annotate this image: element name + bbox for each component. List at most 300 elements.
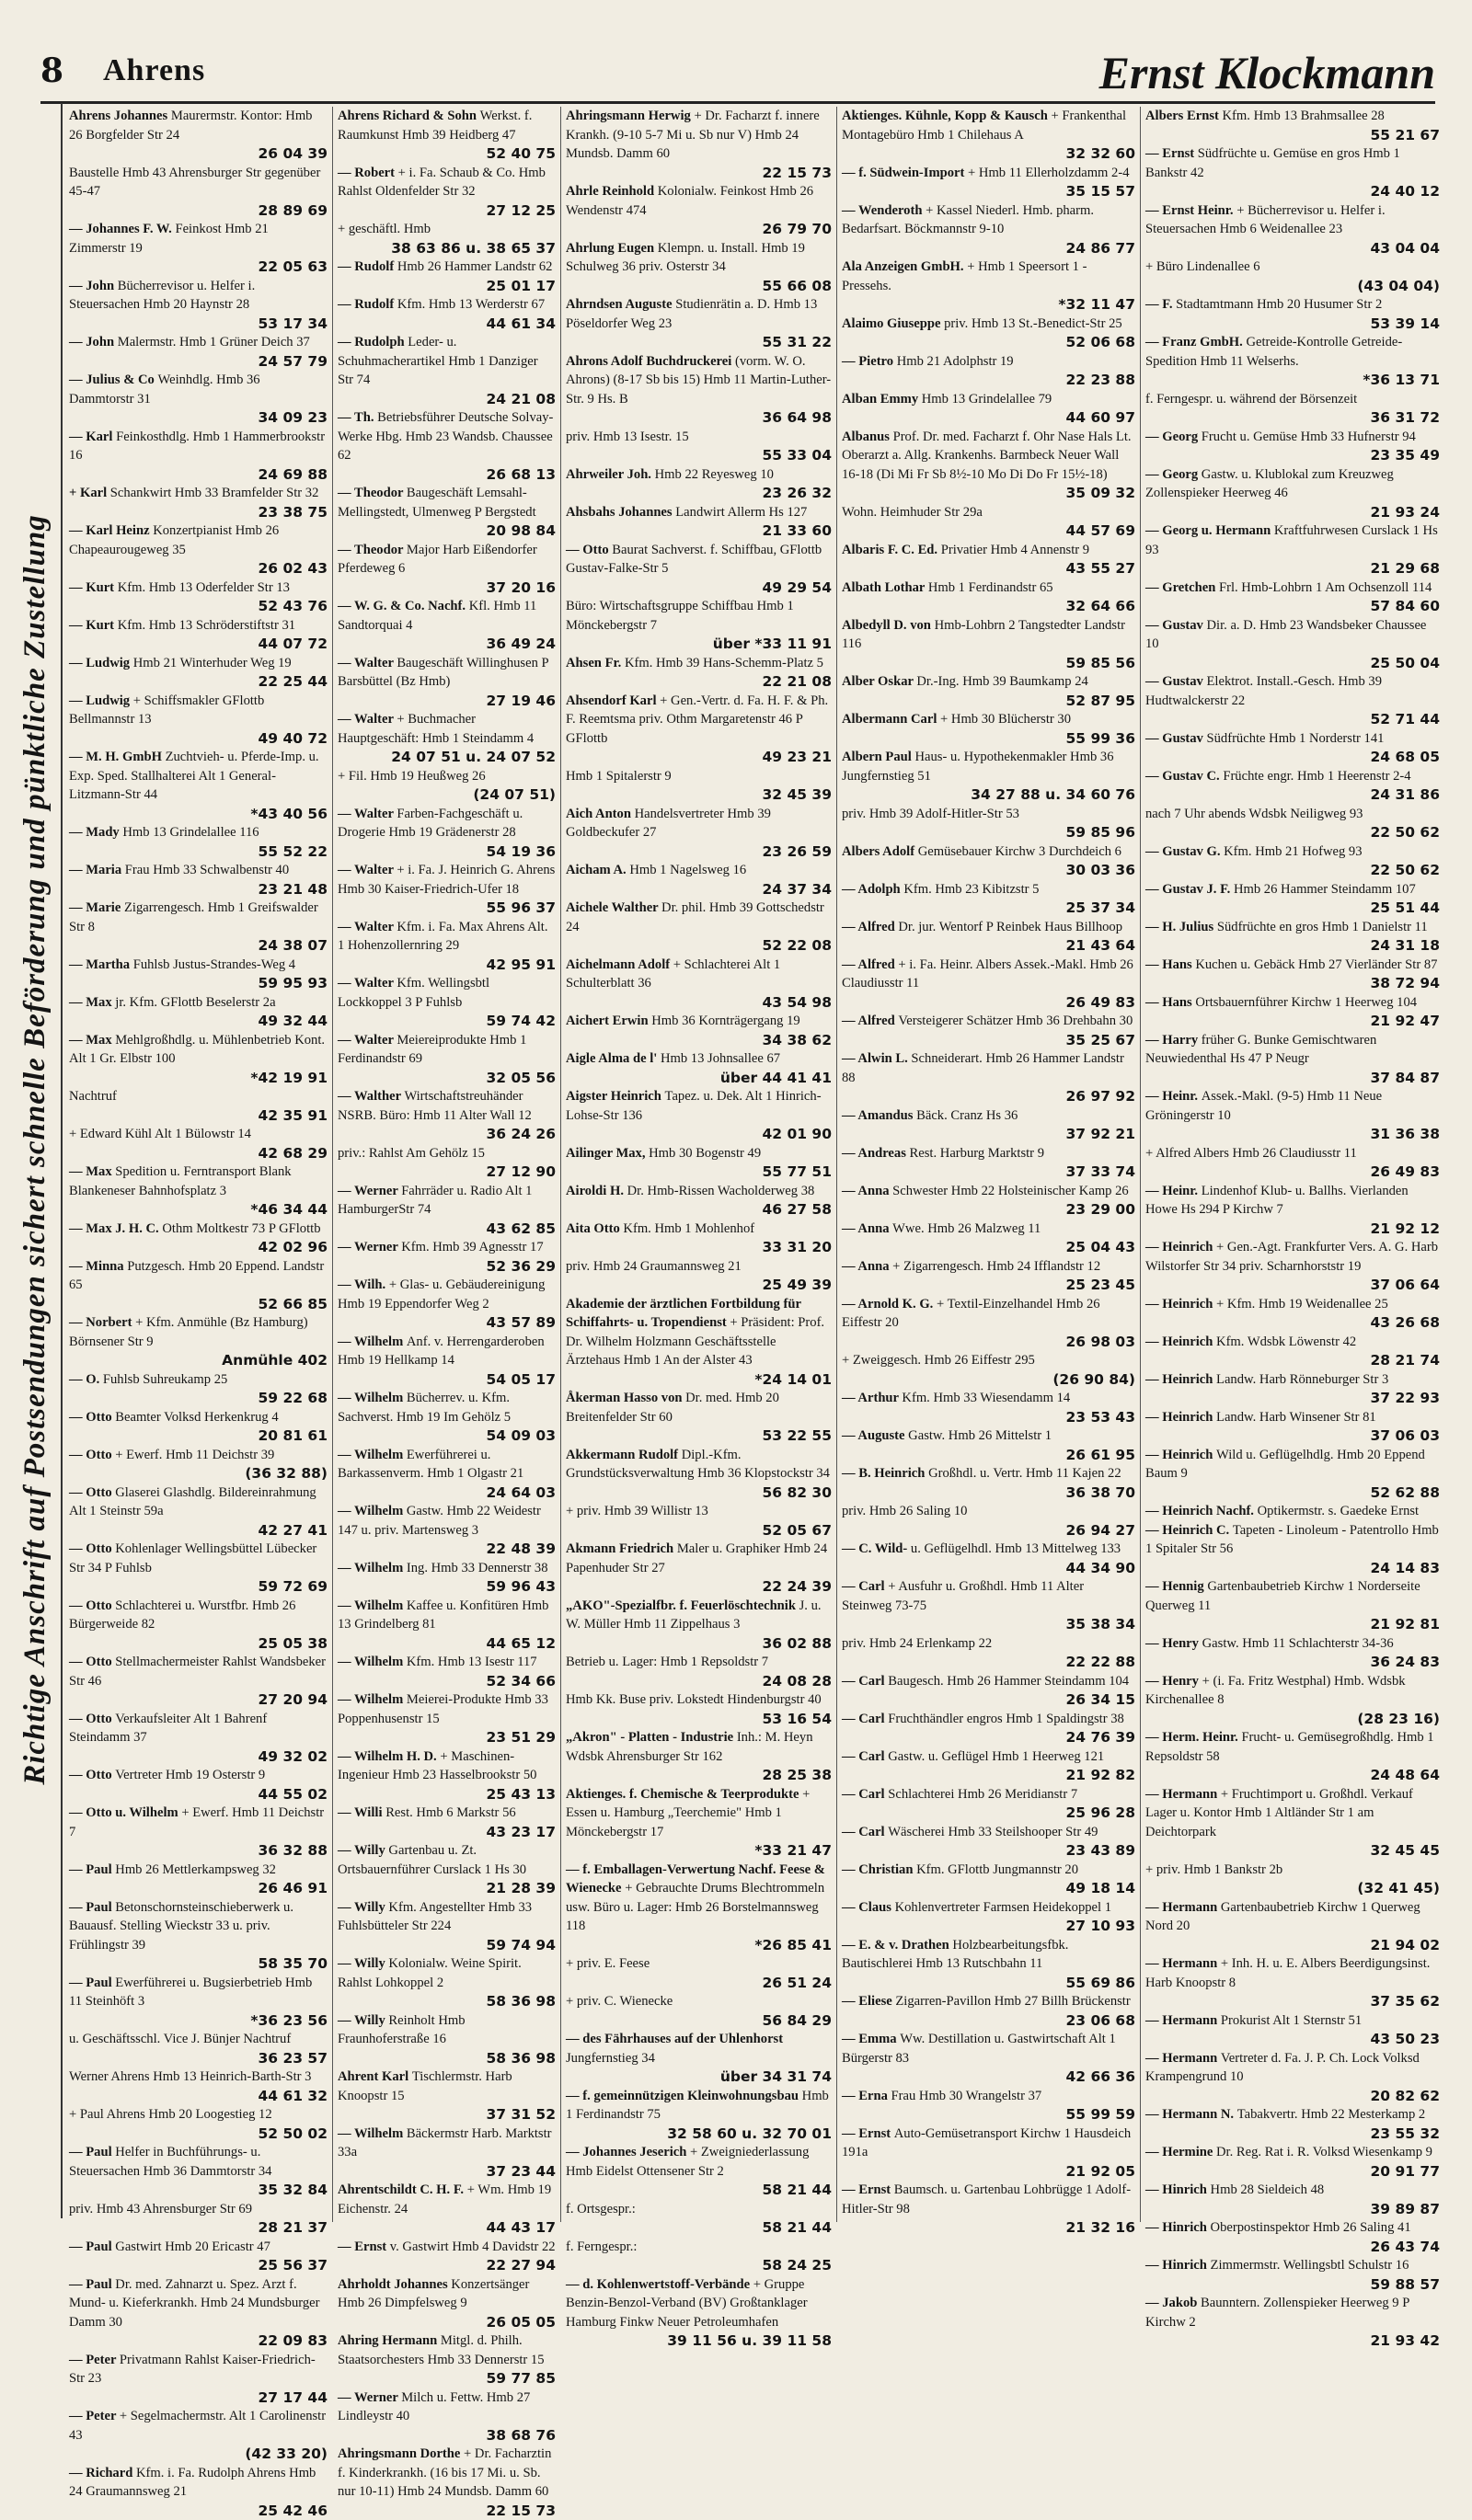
entry-name: — Claus <box>842 1900 895 1915</box>
entry-name: — Henry <box>1145 1674 1202 1689</box>
directory-entry <box>69 164 328 221</box>
phone-number: (32 41 45) <box>1145 1879 1440 1898</box>
directory-entry <box>338 408 556 484</box>
entry-details: Hmb 13 Johnsallee 67 <box>661 1051 780 1066</box>
phone-number: 24 08 28 <box>566 1672 832 1691</box>
phone-number: 55 99 36 <box>842 729 1135 749</box>
directory-entry <box>842 578 1135 616</box>
phone-number: 32 58 60 u. 32 70 01 <box>566 2125 832 2144</box>
entry-details: Bücherrevisor u. Helfer i. Steuersachen Hmb 20 Haynstr 28 <box>69 279 255 313</box>
directory-entry <box>69 578 328 616</box>
phone-number: 23 21 48 <box>69 880 328 899</box>
entry-text <box>842 164 1135 183</box>
phone-number: 26 94 27 <box>842 1521 1135 1541</box>
directory-entry <box>566 1861 832 1955</box>
phone-number: 23 43 89 <box>842 1841 1135 1861</box>
entry-details: + Gen.-Agt. Frankfurter Vers. A. G. Harb Wilstorfer Str 34 priv. Scharnhorststr 19 <box>1145 1240 1438 1274</box>
entry-text <box>69 1408 328 1427</box>
entry-name: — Walter <box>338 1033 397 1048</box>
entry-text <box>842 1710 1135 1729</box>
directory-entry <box>69 484 328 521</box>
entry-details: Jungfernstieg 34 <box>566 2051 655 2066</box>
phone-number: 52 22 08 <box>566 936 832 956</box>
entry-name: — Hennig <box>1145 1579 1207 1594</box>
entry-name: Ahrle Reinhold <box>566 184 658 199</box>
directory-entry <box>338 1597 556 1654</box>
phone-number: 24 76 39 <box>842 1728 1135 1747</box>
phone-number: 37 35 62 <box>1145 1992 1440 2011</box>
entry-details: priv.: Rahlst Am Gehölz 15 <box>338 1146 485 1161</box>
entry-details: Studienrätin a. D. Hmb 13 Pöseldorfer Weg 23 <box>566 297 817 331</box>
entry-details: Kfm. Hmb 23 Kibitzstr 5 <box>903 882 1039 897</box>
directory-entry <box>842 1502 1135 1540</box>
entry-details: Kfm. Hmb 1 Mohlenhof <box>623 1221 754 1236</box>
entry-name: — Hans <box>1145 957 1195 972</box>
entry-details: Baunntern. Zollenspieker Heerweg 9 P Kirchw 2 <box>1145 2296 1409 2330</box>
directory-entry <box>842 918 1135 956</box>
directory-entry <box>1145 842 1440 880</box>
entry-details: Baugesch. Hmb 26 Hammer Steindamm 104 <box>888 1674 1129 1689</box>
entry-name: — Ernst <box>842 2182 894 2197</box>
entry-name: — E. & v. Drathen <box>842 1938 952 1953</box>
entry-name: — C. Wild- <box>842 1541 911 1556</box>
entry-name: Aktienges. f. Chemische & Teerprodukte <box>566 1787 802 1802</box>
entry-name: Aichert Erwin <box>566 1014 651 1028</box>
page-number: 8 <box>40 52 63 90</box>
entry-text <box>338 1276 556 1313</box>
entry-details: Stadtamtmann Hmb 20 Husumer Str 2 <box>1176 297 1382 312</box>
directory-entry <box>338 2068 556 2125</box>
entry-details: priv. Hmb 13 Isestr. 15 <box>566 430 689 444</box>
entry-name: — Hinrich <box>1145 2220 1211 2235</box>
phone-number: 21 94 02 <box>1145 1936 1440 1955</box>
phone-number: 42 95 91 <box>338 956 556 975</box>
directory-entry <box>842 956 1135 1013</box>
entry-text <box>842 1502 1135 1521</box>
entry-name: — Georg <box>1145 467 1202 482</box>
directory-entry <box>1145 428 1440 465</box>
directory-entry <box>1145 1785 1440 1861</box>
directory-entry <box>1145 1577 1440 1634</box>
entry-details: priv. Hmb 24 Graumannsweg 21 <box>566 1259 742 1274</box>
entry-text <box>842 2087 1135 2106</box>
phone-number: 21 92 82 <box>842 1766 1135 1785</box>
entry-details: Leder- u. Schuhmacherartikel Hmb 1 Danziger Str 74 <box>338 335 538 387</box>
entry-details: Werkst. f. Raumkunst Hmb 39 Heidberg 47 <box>338 109 532 143</box>
entry-details: Bücherrev. u. Kfm. Sachverst. Hmb 19 Im Gehölz 5 <box>338 1391 511 1425</box>
directory-entry <box>1145 1370 1440 1408</box>
entry-details: Schlachterei Hmb 26 Meridianstr 7 <box>888 1787 1077 1802</box>
directory-entry <box>566 2143 832 2200</box>
entry-details: + Maschinen-Ingenieur Hmb 23 Hasselbrookstr 50 <box>338 1749 536 1783</box>
entry-name: Akademie der ärztlichen Fortbildung für Schiffahrts- u. Tropendienst <box>566 1297 801 1331</box>
phone-number: 27 17 44 <box>69 2388 328 2408</box>
entry-details: + priv. Hmb 1 Bankstr 2b <box>1145 1862 1282 1877</box>
directory-entry <box>1145 144 1440 201</box>
entry-details: Milch u. Fettw. Hmb 27 Lindleystr 40 <box>338 2390 530 2424</box>
entry-text <box>1145 1521 1440 1559</box>
entry-details: Kaffee u. Konfitüren Hmb 13 Grindelberg 81 <box>338 1598 548 1632</box>
entry-name: — Rudolf <box>338 297 397 312</box>
directory-entry <box>842 842 1135 880</box>
entry-text <box>1145 672 1440 710</box>
directory-entry <box>338 2388 556 2446</box>
entry-text <box>69 2275 328 2332</box>
entry-text <box>842 1106 1135 1126</box>
entry-details: + Fil. Hmb 19 Heußweg 26 <box>338 769 486 784</box>
phone-number: 25 51 44 <box>1145 899 1440 918</box>
phone-number: 58 21 44 <box>566 2181 832 2200</box>
entry-name: — Heinrich <box>1145 1448 1216 1462</box>
entry-text <box>69 2351 328 2388</box>
entry-name: Aktienges. Kühnle, Kopp & Kausch <box>842 109 1051 123</box>
directory-entry <box>69 748 328 823</box>
entry-details: Früchte engr. Hmb 1 Heerenstr 2-4 <box>1223 769 1410 784</box>
entry-name: Alban Emmy <box>842 392 922 407</box>
entry-text <box>1145 465 1440 503</box>
phone-number: 27 20 94 <box>69 1690 328 1710</box>
directory-entry <box>69 1483 328 1541</box>
phone-number: 35 15 57 <box>842 182 1135 201</box>
phone-number: 26 49 83 <box>1145 1163 1440 1182</box>
entry-name: Åkerman Hasso von <box>566 1391 685 1405</box>
entry-text <box>842 918 1135 937</box>
entry-name: — Arthur <box>842 1391 902 1405</box>
phone-number: 35 25 67 <box>842 1031 1135 1050</box>
entry-text <box>338 2068 556 2105</box>
entry-text <box>842 956 1135 993</box>
entry-text <box>69 616 328 636</box>
entry-details: Hmb 26 Hammer Landstr 62 <box>397 259 553 274</box>
side-slogan: Richtige Anschrift auf Postsendungen sichert schnelle Beförderung und pünktliche Zustellung <box>18 101 52 2198</box>
phone-number: 37 31 52 <box>338 2105 556 2125</box>
entry-text <box>842 352 1135 372</box>
entry-details: Kolonialw. Weine Spirit. Rahlst Lohkoppel 2 <box>338 1956 522 1990</box>
entry-details: Gastwirt Hmb 20 Ericastr 47 <box>115 2239 270 2254</box>
entry-text <box>1145 1333 1440 1352</box>
entry-details: Dr.-Ing. Hmb 39 Baumkamp 24 <box>916 674 1087 689</box>
entry-name: — Pietro <box>842 354 897 369</box>
phone-number: 53 16 54 <box>566 1710 832 1729</box>
entry-details: Mitgl. d. Philh. Staatsorchesters Hmb 33 Dennerstr 15 <box>338 2333 545 2367</box>
directory-entry <box>566 2275 832 2351</box>
phone-number: 26 05 05 <box>338 2313 556 2332</box>
entry-details: Kfm. Angestellter Hmb 33 Fuhlsbütteler Str 224 <box>338 1900 532 1934</box>
directory-entry <box>842 1992 1135 2030</box>
phone-number: *33 21 47 <box>566 1841 832 1861</box>
entry-details: Ewerführerei u. Barkassenverm. Hmb 1 Olgastr 21 <box>338 1448 523 1482</box>
directory-entry <box>566 465 832 503</box>
directory-entry <box>69 2200 328 2238</box>
entry-name: — Hinrich <box>1145 2182 1211 2197</box>
entry-text <box>338 597 556 635</box>
entry-name: — Christian <box>842 1862 916 1877</box>
entry-text <box>842 1012 1135 1031</box>
phone-number: 36 38 70 <box>842 1483 1135 1503</box>
entry-details: Fahrräder u. Radio Alt 1 HamburgerStr 74 <box>338 1184 532 1218</box>
entry-text <box>1145 1446 1440 1483</box>
entry-name: — H. Julius <box>1145 920 1217 934</box>
phone-number: 52 62 88 <box>1145 1483 1440 1503</box>
entry-text <box>338 541 556 578</box>
entry-text <box>1145 1408 1440 1427</box>
directory-entry <box>69 1446 328 1483</box>
entry-text <box>1145 767 1440 786</box>
directory-entry <box>842 1257 1135 1295</box>
page-header <box>40 46 1435 105</box>
entry-text <box>338 1653 556 1672</box>
entry-text <box>69 428 328 465</box>
entry-name: — Walter <box>338 863 397 877</box>
directory-entry <box>69 2238 328 2275</box>
directory-entry <box>1145 1087 1440 1144</box>
phone-number: 20 98 84 <box>338 521 556 541</box>
entry-text <box>566 1012 832 1031</box>
entry-text <box>338 2445 556 2502</box>
entry-text <box>566 541 832 578</box>
entry-text <box>338 1559 556 1578</box>
entry-text <box>69 1483 328 1521</box>
entry-name: — Anna <box>842 1184 892 1198</box>
phone-number: 21 92 81 <box>1145 1615 1440 1634</box>
directory-entry <box>338 333 556 408</box>
entry-details: Frucht- u. Gemüsegroßhdlg. Hmb 1 Repsoldstr 58 <box>1145 1730 1434 1764</box>
entry-details: Maurermstr. Kontor: Hmb 26 Borgfelder Str 24 <box>69 109 312 143</box>
directory-entry <box>566 1653 832 1690</box>
phone-number: Anmühle 402 <box>69 1351 328 1370</box>
entry-name: — Otto u. Wilhelm <box>69 1805 181 1820</box>
entry-details: + priv. C. Wienecke <box>566 1994 673 2009</box>
phone-number: 43 50 23 <box>1145 2030 1440 2049</box>
entry-text <box>338 2181 556 2218</box>
directory-entry <box>338 2331 556 2388</box>
entry-details: + Glas- u. Gebäudereinigung Hmb 19 Eppendorfer Weg 2 <box>338 1277 545 1312</box>
entry-text <box>338 1389 556 1426</box>
directory-entry <box>566 2030 832 2087</box>
phone-number: 23 26 59 <box>566 842 832 862</box>
directory-entry <box>842 1540 1135 1577</box>
directory-entry <box>842 1295 1135 1352</box>
phone-number: über 44 41 41 <box>566 1069 832 1088</box>
entry-name: — Wilhelm <box>338 1448 407 1462</box>
phone-number: 21 92 12 <box>1145 1220 1440 1239</box>
directory-entry <box>338 1238 556 1276</box>
entry-details: J. u. W. Müller Hmb 11 Zippelhaus 3 <box>566 1598 822 1632</box>
directory-entry <box>1145 465 1440 522</box>
entry-text <box>69 1653 328 1690</box>
entry-text <box>566 654 832 673</box>
entry-details: Fuhlsb Justus-Strandes-Weg 4 <box>133 957 295 972</box>
entry-name: — Carl <box>842 1749 888 1764</box>
phone-number: 58 36 98 <box>338 1992 556 2011</box>
phone-number: 43 55 27 <box>842 559 1135 578</box>
phone-number: 27 12 25 <box>338 201 556 221</box>
entry-text <box>338 805 556 842</box>
entry-name: — Heinr. <box>1145 1184 1202 1198</box>
phone-number: 22 05 63 <box>69 258 328 277</box>
entry-name: — Gustav J. F. <box>1145 882 1234 897</box>
entry-details: Weinhdlg. Hmb 36 Dammtorstr 31 <box>69 372 260 407</box>
directory-entry <box>566 1087 832 1144</box>
entry-text <box>566 899 832 936</box>
entry-text <box>338 918 556 956</box>
phone-number: 26 02 43 <box>69 559 328 578</box>
entry-text <box>69 1974 328 2011</box>
entry-details: Vertreter Hmb 19 Osterstr 9 <box>115 1768 265 1782</box>
entry-text <box>842 1747 1135 1767</box>
entry-text <box>566 2275 832 2332</box>
entry-name: — Otto <box>69 1655 115 1669</box>
directory-entry <box>1145 767 1440 805</box>
phone-number: 59 77 85 <box>338 2369 556 2388</box>
entry-name: — Ernst Heinr. <box>1145 203 1236 218</box>
entry-name: — Amandus <box>842 1108 916 1123</box>
entry-name: Aita Otto <box>566 1221 623 1236</box>
directory-entry <box>566 1257 832 1295</box>
phone-number: 22 50 62 <box>1145 823 1440 842</box>
directory-entry <box>842 1144 1135 1182</box>
entry-name: — Rudolf <box>338 259 397 274</box>
entry-details: + Essen u. Hamburg „Teerchemie" Hmb 1 Mönckebergstr 17 <box>566 1787 810 1839</box>
phone-number: 54 05 17 <box>338 1370 556 1390</box>
entry-text <box>842 1634 1135 1654</box>
entry-details: + Ausfuhr u. Großhdl. Hmb 11 Alter Steinweg 73-75 <box>842 1579 1084 1613</box>
entry-name: — Wilh. <box>338 1277 389 1292</box>
entry-details: + Textil-Einzelhandel Hmb 26 Eiffestr 20 <box>842 1297 1100 1331</box>
entry-text <box>842 2125 1135 2162</box>
entry-name: — Hermann <box>1145 1787 1221 1802</box>
entry-details: u. Geschäftsschl. Vice J. Bünjer Nachtruf <box>69 2032 291 2046</box>
entry-text <box>1145 1672 1440 1710</box>
entry-details: + Inh. H. u. E. Albers Beerdigungsinst. Harb Knoopstr 8 <box>1145 1956 1430 1990</box>
entry-name: — Gustav <box>1145 731 1207 746</box>
entry-name: „Akron" - Platten - Industrie <box>566 1730 737 1745</box>
entry-details: v. Gastwirt Hmb 4 Davidstr 22 <box>390 2239 556 2254</box>
directory-entry <box>1145 578 1440 616</box>
phone-number: 21 92 47 <box>1145 1012 1440 1031</box>
directory-entry <box>338 107 556 164</box>
entry-text <box>842 2181 1135 2218</box>
entry-details: Assek.-Makl. (9-5) Hmb 11 Neue Gröningerstr 10 <box>1145 1089 1382 1123</box>
entry-name: — Kurt <box>69 618 118 633</box>
entry-name: — Paul <box>69 2239 115 2254</box>
entry-details: + Edward Kühl Alt 1 Bülowstr 14 <box>69 1127 251 1141</box>
phone-number: 26 68 13 <box>338 465 556 485</box>
entry-text <box>842 1049 1135 1087</box>
entry-details: Baugeschäft Lemsahl-Mellingstedt, Ulmenweg P Bergstedt <box>338 486 536 520</box>
entry-text <box>1145 2218 1440 2238</box>
phone-number: 24 68 05 <box>1145 748 1440 767</box>
entry-details: Dr. med. Zahnarzt u. Spez. Arzt f. Mund- u. Kieferkrankh. Hmb 24 Mundsburger Damm 30 <box>69 2277 320 2330</box>
phone-number: 44 61 34 <box>338 315 556 334</box>
entry-details: Kfm. Hmb 13 Werderstr 67 <box>397 297 545 312</box>
page-title: Ahrens <box>103 53 205 88</box>
entry-text <box>842 1672 1135 1691</box>
entry-details: Gastw. u. Geflügel Hmb 1 Heerweg 121 <box>888 1749 1104 1764</box>
entry-text <box>566 182 832 220</box>
entry-details: Meierei-Produkte Hmb 33 Poppenhusenstr 15 <box>338 1692 548 1726</box>
phone-number: 43 57 89 <box>338 1313 556 1333</box>
entry-text <box>338 2011 556 2049</box>
entry-details: + Zweiggesch. Hmb 26 Eiffestr 295 <box>842 1353 1035 1368</box>
directory-entry <box>338 654 556 711</box>
directory-entry <box>1145 1672 1440 1729</box>
entry-details: + Hmb 11 Ellerholzdamm 2-4 <box>968 166 1129 180</box>
directory-entry <box>842 672 1135 710</box>
directory-entry <box>69 2464 328 2520</box>
phone-number: 52 71 44 <box>1145 710 1440 729</box>
entry-name: — f. gemeinnützigen Kleinwohnungsbau <box>566 2089 802 2103</box>
entry-details: Versteigerer Schätzer Hmb 36 Drehbahn 30 <box>898 1014 1133 1028</box>
directory-entry <box>338 220 556 258</box>
entry-name: — Peter <box>69 2353 120 2367</box>
entry-name: — Walter <box>338 807 397 821</box>
entry-details: + Kfm. Anmühle (Bz Hamburg) Börnsener Str 9 <box>69 1315 308 1349</box>
entry-name: — Heinrich <box>1145 1240 1216 1254</box>
entry-details: Hmb 21 Adolphstr 19 <box>897 354 1014 369</box>
phone-number: 53 17 34 <box>69 315 328 334</box>
directory-column-1 <box>64 107 333 2222</box>
entry-text <box>842 1351 1135 1370</box>
entry-details: Beamter Volksd Herkenkrug 4 <box>115 1410 278 1425</box>
entry-name: — Hermann <box>1145 1900 1221 1915</box>
entry-text <box>1145 2181 1440 2200</box>
phone-number: 28 25 38 <box>566 1766 832 1785</box>
directory-entry <box>69 2407 328 2464</box>
entry-text <box>566 1295 832 1370</box>
entry-name: + Karl <box>69 486 110 500</box>
entry-text <box>566 503 832 522</box>
entry-details: Major Harb Eißendorfer Pferdeweg 6 <box>338 543 537 577</box>
phone-number: 32 32 60 <box>842 144 1135 164</box>
entry-details: Hmb 13 Grindelallee 79 <box>922 392 1052 407</box>
entry-details: Kraftfuhrwesen Curslack 1 Hs 93 <box>1145 523 1438 557</box>
entry-details: Tapez. u. Dek. Alt 1 Hinrich-Lohse-Str 136 <box>566 1089 822 1123</box>
directory-entry <box>338 1182 556 1239</box>
entry-text <box>69 1031 328 1069</box>
phone-number: 49 40 72 <box>69 729 328 749</box>
directory-entry <box>842 201 1135 258</box>
directory-entry <box>1145 201 1440 258</box>
phone-number: 52 66 85 <box>69 1295 328 1314</box>
phone-number: 21 92 05 <box>842 2162 1135 2182</box>
phone-number: 21 43 64 <box>842 936 1135 956</box>
directory-entry <box>566 1049 832 1087</box>
phone-number: 22 23 88 <box>842 371 1135 390</box>
entry-text <box>566 1087 832 1125</box>
directory-entry <box>842 1936 1135 1993</box>
phone-number: 22 50 62 <box>1145 861 1440 880</box>
entry-details: Wild u. Geflügelhdlg. Hmb 20 Eppend Baum 9 <box>1145 1448 1425 1482</box>
phone-number: 24 31 86 <box>1145 785 1440 805</box>
entry-text <box>842 842 1135 862</box>
entry-details: Tabakvertr. Hmb 22 Mesterkamp 2 <box>1237 2107 1425 2122</box>
entry-text <box>338 710 556 748</box>
directory-entry <box>338 1087 556 1144</box>
directory-entry <box>566 1012 832 1049</box>
phone-number: 35 09 32 <box>842 484 1135 503</box>
phone-number: 25 01 17 <box>338 277 556 296</box>
entry-details: Dir. a. D. Hmb 23 Wandsbeker Chaussee 10 <box>1145 618 1426 652</box>
entry-text <box>338 1182 556 1220</box>
entry-name: — Robert <box>338 166 398 180</box>
entry-name: — Gustav <box>1145 618 1207 633</box>
directory-entry <box>842 1861 1135 1898</box>
directory-entry <box>1145 2049 1440 2106</box>
entry-name: Albern Paul <box>842 750 914 764</box>
entry-text <box>69 1163 328 1200</box>
directory-entry <box>566 107 832 182</box>
